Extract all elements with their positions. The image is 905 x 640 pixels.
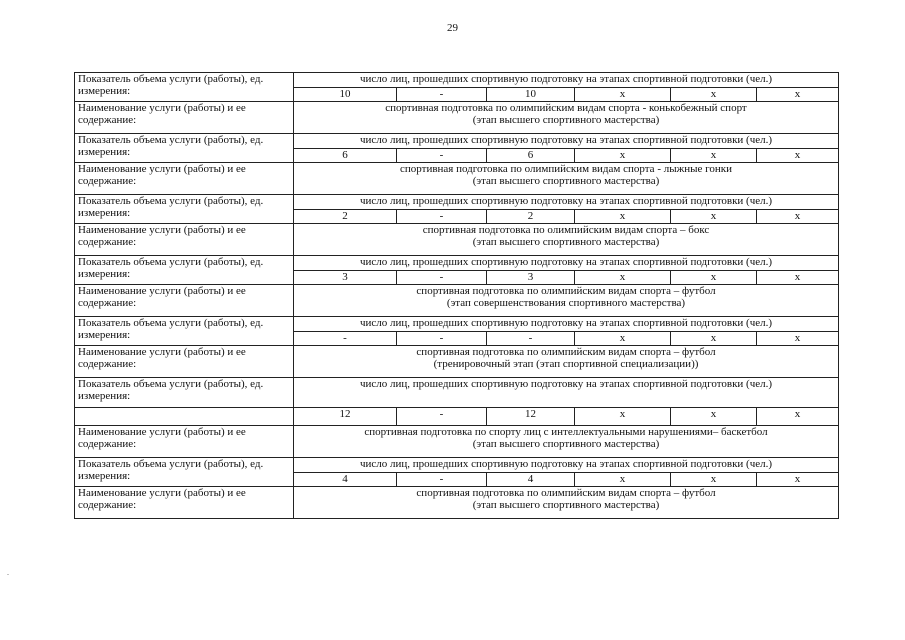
value-cell: 3: [487, 271, 575, 285]
value-cell: х: [757, 149, 839, 163]
value-cell: 12: [487, 408, 575, 426]
service-description: [294, 487, 839, 519]
value-cell: х: [671, 473, 757, 487]
value-cell: х: [757, 408, 839, 426]
service-title: спортивная подготовка по олимпийским видам спорта – бокс: [422, 224, 710, 236]
value-cell: 6: [294, 149, 397, 163]
value-cell: -: [487, 332, 575, 346]
service-row: [75, 285, 839, 317]
value-cell: х: [575, 408, 671, 426]
value-cell: 2: [294, 210, 397, 224]
value-cell: х: [671, 332, 757, 346]
value-cell: -: [397, 271, 487, 285]
service-title: спортивная подготовка по спорту лиц с интеллектуальными нарушениями– баскетбол: [364, 426, 768, 438]
service-label: Наименование услуги (работы) и ее содержание:: [75, 163, 294, 195]
indicator-row: [75, 73, 839, 88]
service-title: спортивная подготовка по олимпийским видам спорта – футбол: [416, 285, 716, 297]
service-row: [75, 487, 839, 519]
indicator-label: Показатель объема услуги (работы), ед. измерения:: [75, 317, 294, 346]
value-cell: -: [397, 88, 487, 102]
value-cell: х: [757, 210, 839, 224]
service-title: спортивная подготовка по олимпийским видам спорта – футбол: [416, 487, 716, 499]
value-cell: х: [757, 88, 839, 102]
value-cell: 6: [487, 149, 575, 163]
value-cell: 4: [294, 473, 397, 487]
value-cell: х: [575, 149, 671, 163]
indicator-row: [75, 195, 839, 210]
indicator-label: Показатель объема услуги (работы), ед. измерения:: [75, 458, 294, 487]
value-cell: -: [397, 473, 487, 487]
service-row: [75, 163, 839, 195]
service-row: [75, 426, 839, 458]
value-cell: 2: [487, 210, 575, 224]
value-cell: х: [757, 332, 839, 346]
value-cell: х: [757, 473, 839, 487]
service-row: [75, 102, 839, 134]
indicator-text: число лиц, прошедших спортивную подготовку на этапах спортивной подготовки (чел.): [294, 256, 839, 271]
indicator-text: число лиц, прошедших спортивную подготовку на этапах спортивной подготовки (чел.): [294, 73, 839, 88]
service-description: [294, 102, 839, 134]
service-label: Наименование услуги (работы) и ее содержание:: [75, 426, 294, 458]
service-label: Наименование услуги (работы) и ее содержание:: [75, 346, 294, 378]
value-cell: 12: [294, 408, 397, 426]
service-row: [75, 346, 839, 378]
value-cell: 10: [294, 88, 397, 102]
service-description: [294, 285, 839, 317]
service-stage: (этап высшего спортивного мастерства): [472, 114, 660, 126]
value-cell: х: [575, 88, 671, 102]
service-description: [294, 346, 839, 378]
value-cell: х: [575, 210, 671, 224]
service-stage: (этап высшего спортивного мастерства): [472, 175, 660, 187]
indicator-row: [75, 256, 839, 271]
values-row: [75, 408, 839, 426]
service-label: Наименование услуги (работы) и ее содержание:: [75, 285, 294, 317]
indicator-row: [75, 134, 839, 149]
page-number: 29: [447, 22, 458, 34]
service-title: спортивная подготовка по олимпийским видам спорта – футбол: [416, 346, 716, 358]
service-stage: (этап высшего спортивного мастерства): [472, 236, 660, 248]
indicator-text: число лиц, прошедших спортивную подготовку на этапах спортивной подготовки (чел.): [294, 134, 839, 149]
value-cell: х: [671, 149, 757, 163]
service-label: Наименование услуги (работы) и ее содержание:: [75, 102, 294, 134]
service-label: Наименование услуги (работы) и ее содержание:: [75, 487, 294, 519]
service-title: спортивная подготовка по олимпийским видам спорта - лыжные гонки: [400, 163, 732, 175]
value-cell: х: [575, 332, 671, 346]
indicator-label: Показатель объема услуги (работы), ед. измерения:: [75, 256, 294, 285]
indicator-row: [75, 378, 839, 408]
indicator-row: [75, 317, 839, 332]
indicator-text: число лиц, прошедших спортивную подготовку на этапах спортивной подготовки (чел.): [294, 317, 839, 332]
service-label: Наименование услуги (работы) и ее содержание:: [75, 224, 294, 256]
service-description: [294, 163, 839, 195]
service-title: спортивная подготовка по олимпийским видам спорта - конькобежный спорт: [385, 102, 747, 114]
value-cell: 4: [487, 473, 575, 487]
value-cell: 3: [294, 271, 397, 285]
value-cell: -: [397, 332, 487, 346]
indicator-text: число лиц, прошедших спортивную подготовку на этапах спортивной подготовки (чел.): [294, 195, 839, 210]
value-cell: х: [671, 408, 757, 426]
blank-cell: [75, 408, 294, 426]
value-cell: х: [671, 88, 757, 102]
value-cell: -: [397, 408, 487, 426]
service-stage: (этап совершенствования спортивного мастерства): [446, 297, 686, 309]
value-cell: х: [757, 271, 839, 285]
service-row: [75, 224, 839, 256]
value-cell: -: [397, 149, 487, 163]
indicator-label: Показатель объема услуги (работы), ед. измерения:: [75, 195, 294, 224]
indicator-label: Показатель объема услуги (работы), ед. измерения:: [75, 134, 294, 163]
indicator-row: [75, 458, 839, 473]
value-cell: -: [294, 332, 397, 346]
value-cell: х: [575, 473, 671, 487]
margin-mark: .: [7, 568, 9, 577]
table-body: [75, 73, 839, 519]
indicator-label: Показатель объема услуги (работы), ед. измерения:: [75, 378, 294, 408]
value-cell: х: [671, 210, 757, 224]
service-table: [74, 72, 839, 519]
value-cell: -: [397, 210, 487, 224]
service-stage: (тренировочный этап (этап спортивной специализации)): [433, 358, 699, 370]
value-cell: х: [671, 271, 757, 285]
value-cell: х: [575, 271, 671, 285]
value-cell: 10: [487, 88, 575, 102]
service-stage: (этап высшего спортивного мастерства): [472, 438, 660, 450]
service-description: [294, 426, 839, 458]
service-stage: (этап высшего спортивного мастерства): [472, 499, 660, 511]
service-description: [294, 224, 839, 256]
indicator-text: число лиц, прошедших спортивную подготовку на этапах спортивной подготовки (чел.): [294, 378, 839, 408]
indicator-label: Показатель объема услуги (работы), ед. измерения:: [75, 73, 294, 102]
indicator-text: число лиц, прошедших спортивную подготовку на этапах спортивной подготовки (чел.): [294, 458, 839, 473]
